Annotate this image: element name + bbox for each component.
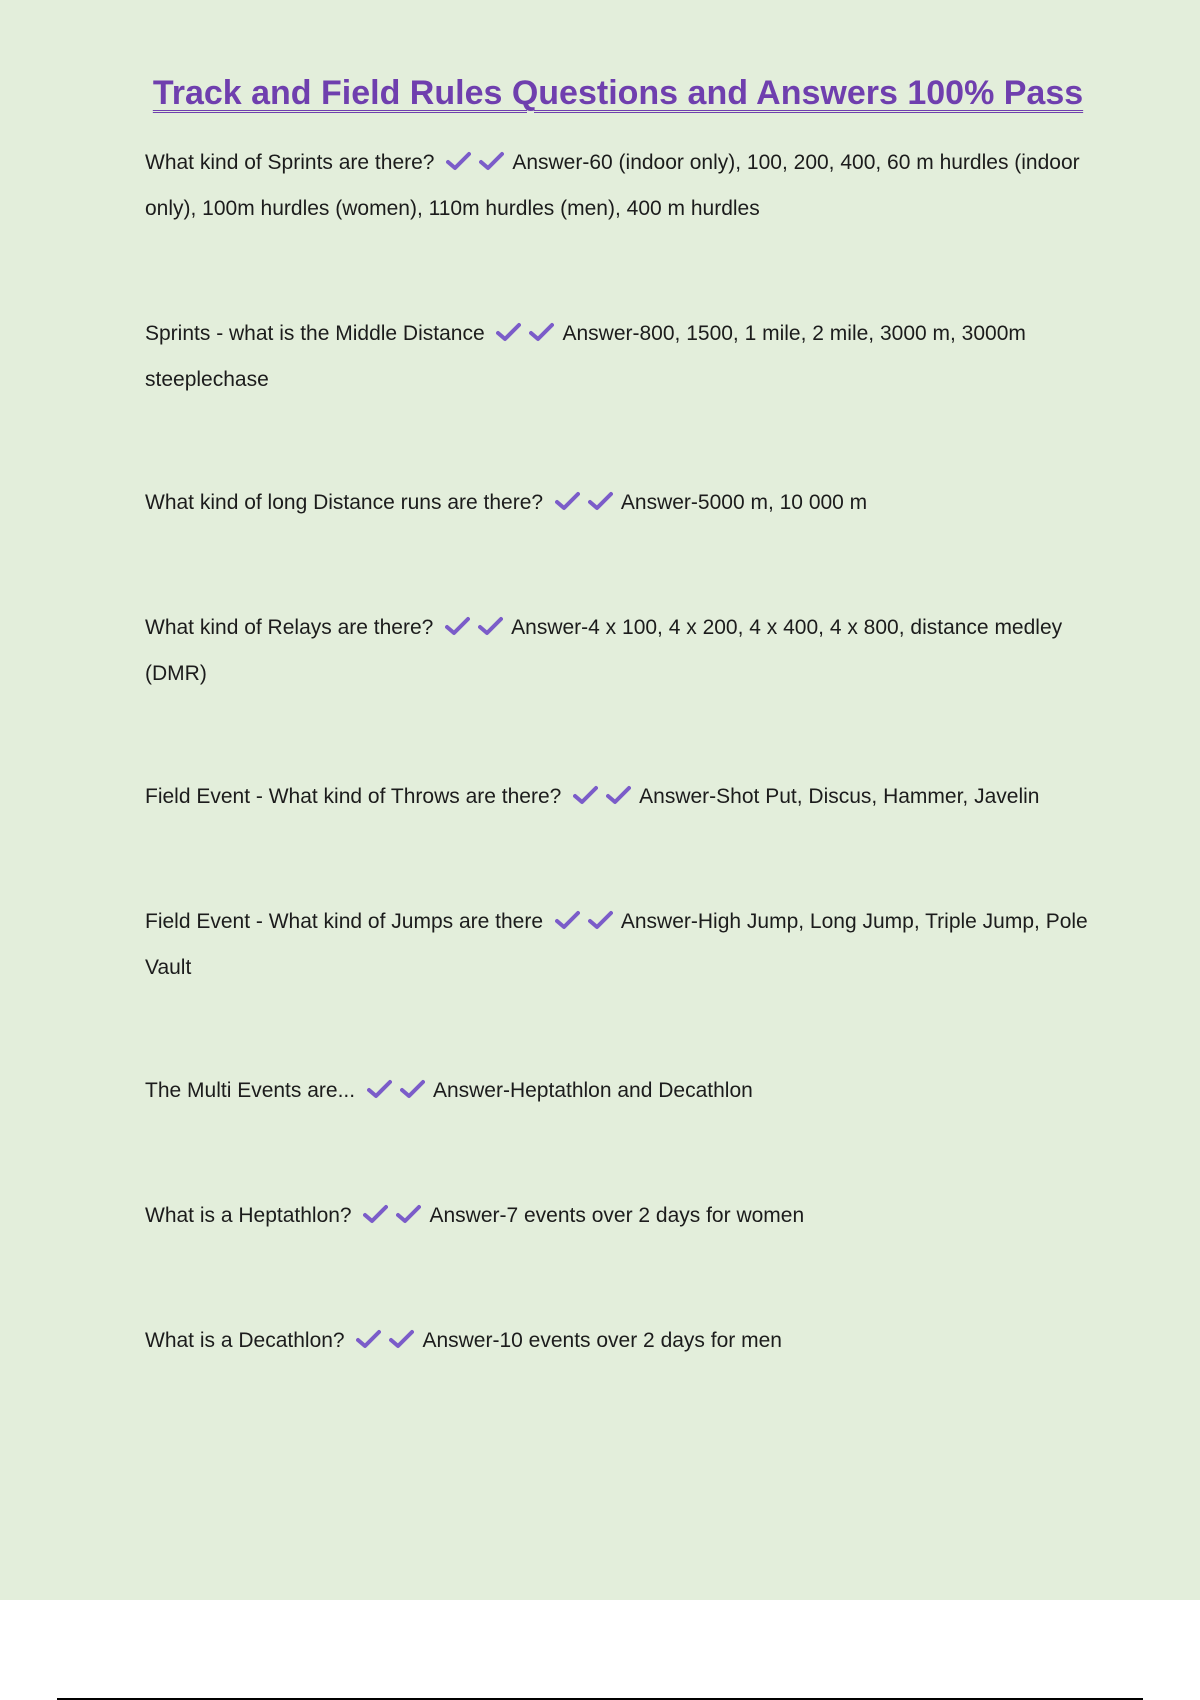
check-icon [445, 616, 470, 636]
qa-item-long-distance [145, 480, 1095, 526]
document-title: Track and Field Rules Questions and Answers 100% Pass [152, 74, 1084, 112]
question-text: What kind of Sprints are there? [145, 151, 435, 174]
qa-item-decathlon [145, 1318, 1095, 1364]
check-icon [363, 1204, 388, 1224]
check-icon [400, 1079, 425, 1099]
qa-item-middle-distance [145, 311, 1095, 403]
check-icon [588, 910, 613, 930]
check-icon [496, 322, 521, 342]
question-text: Sprints - what is the Middle Distance [145, 322, 485, 345]
answer-text: Answer-4 x 100, 4 x 200, 4 x 400, 4 x 800, distance medley (DMR) [145, 616, 1063, 685]
check-icon [555, 491, 580, 511]
question-text: What is a Decathlon? [145, 1329, 345, 1352]
answer-text: Answer-10 events over 2 days for men [422, 1329, 782, 1352]
qa-item-heptathlon [145, 1193, 1095, 1239]
answer-text: Answer-High Jump, Long Jump, Triple Jump, Pole Vault [145, 910, 1088, 979]
question-text: What kind of Relays are there? [145, 616, 434, 639]
check-icon [478, 616, 503, 636]
question-text: What is a Heptathlon? [145, 1204, 352, 1227]
question-text: The Multi Events are... [145, 1079, 356, 1102]
question-text: Field Event - What kind of Jumps are there [145, 910, 544, 933]
question-text: Field Event - What kind of Throws are there? [145, 785, 562, 808]
check-icon [529, 322, 554, 342]
check-icon [573, 785, 598, 805]
answer-text: Answer-Shot Put, Discus, Hammer, Javelin [639, 785, 1040, 808]
check-icon [555, 910, 580, 930]
qa-item-jumps [145, 899, 1095, 991]
answer-text: Answer-800, 1500, 1 mile, 2 mile, 3000 m, 3000m steeplechase [145, 322, 1026, 391]
check-icon [396, 1204, 421, 1224]
check-icon [479, 151, 504, 171]
question-text: What kind of long Distance runs are there? [145, 491, 544, 514]
qa-item-throws [145, 774, 1095, 820]
answer-text: Answer-60 (indoor only), 100, 200, 400, 60 m hurdles (indoor only), 100m hurdles (women), 110m hurdles (men), 400 m hurdles [145, 151, 1080, 220]
check-icon [389, 1329, 414, 1349]
answer-text: Answer-7 events over 2 days for women [429, 1204, 805, 1227]
check-icon [606, 785, 631, 805]
answer-text: Answer-5000 m, 10 000 m [620, 491, 868, 514]
check-icon [446, 151, 471, 171]
answer-text: Answer-Heptathlon and Decathlon [432, 1079, 753, 1102]
qa-item-multi-events [145, 1068, 1095, 1114]
check-icon [588, 491, 613, 511]
qa-item-sprints [145, 140, 1095, 232]
check-icon [356, 1329, 381, 1349]
qa-item-relays [145, 605, 1095, 697]
check-icon [367, 1079, 392, 1099]
